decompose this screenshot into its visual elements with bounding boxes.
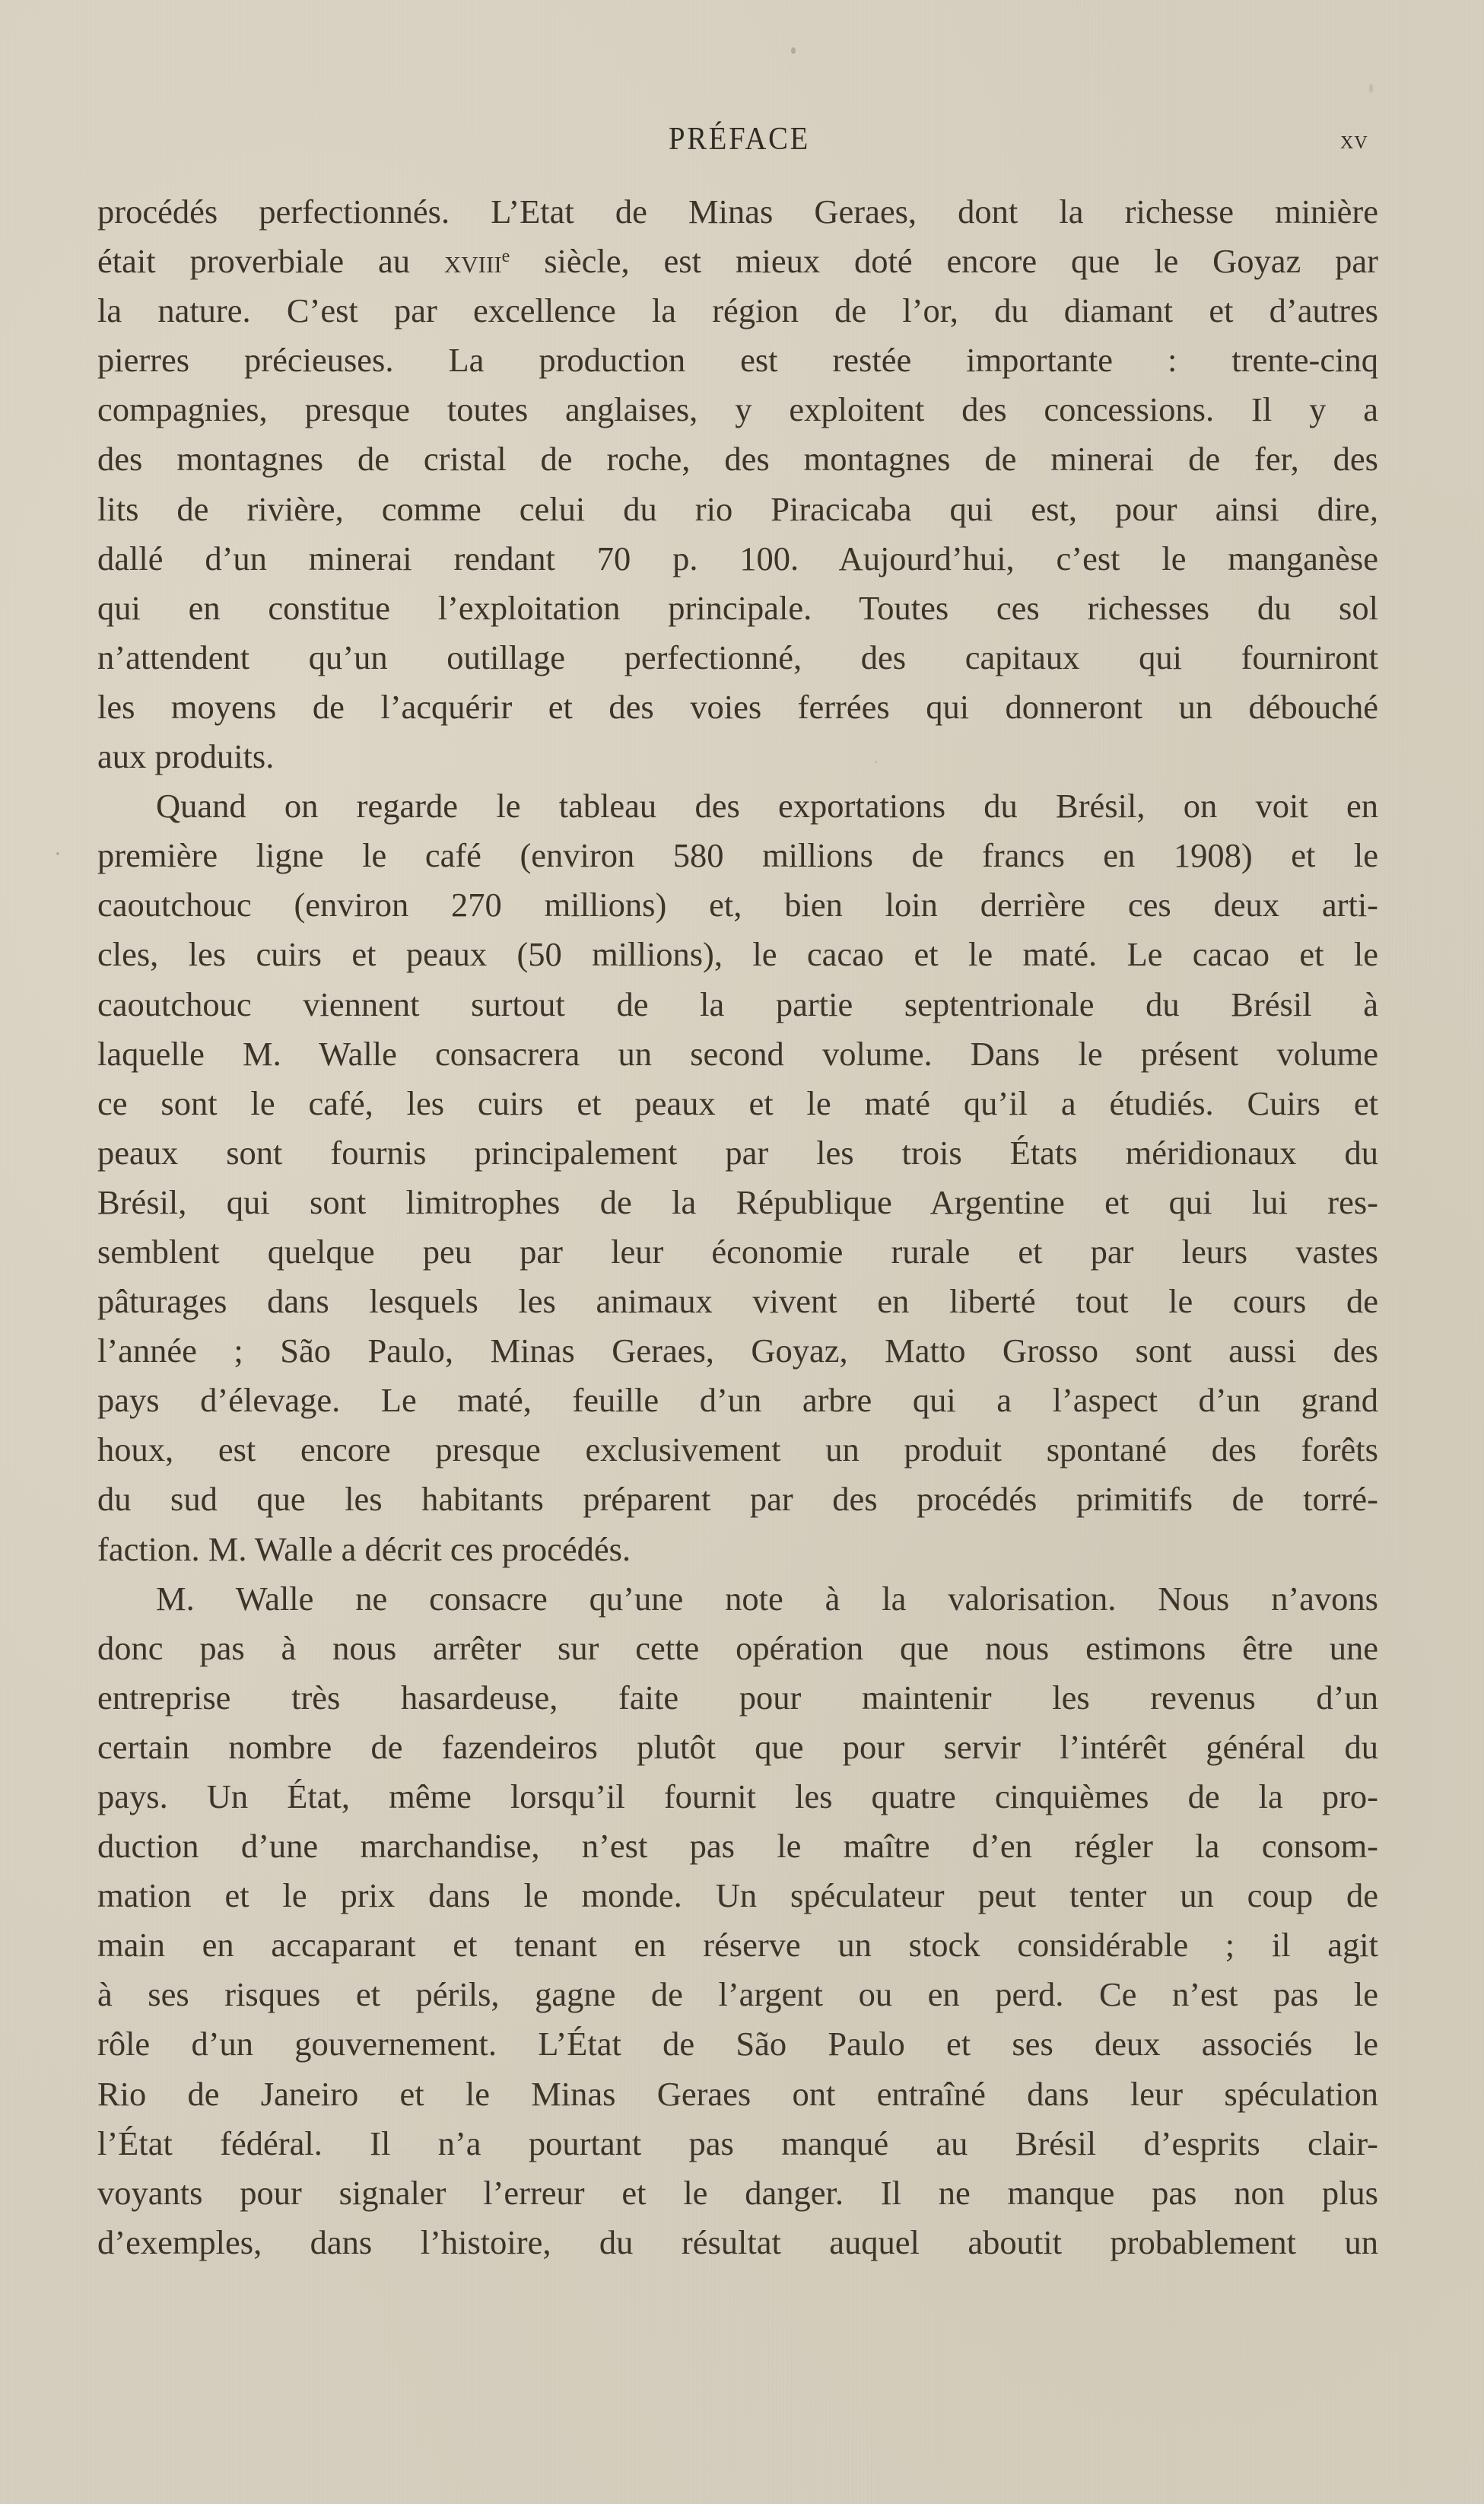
text-line: donc pas à nous arrêter sur cette opération que nous estimons être une (97, 1628, 1378, 1667)
text-line: semblent quelque peu par leur économie rurale et par leurs vastes (97, 1232, 1378, 1271)
century-numeral: xviii (443, 242, 502, 281)
text-fragment: était proverbiale au (97, 242, 444, 281)
paper-speck (56, 852, 59, 855)
text-line: procédés perfectionnés. L’Etat de Minas Geraes, dont la richesse minière (97, 192, 1378, 231)
text-line: qui en constitue l’exploitation principale. Toutes ces richesses du sol (97, 588, 1378, 627)
text-line: laquelle M. Walle consacrera un second volume. Dans le présent volume (97, 1034, 1378, 1073)
text-line: main en accaparant et tenant en réserve un stock considérable ; il agit (97, 1926, 1378, 1965)
text-line: l’État fédéral. Il n’a pourtant pas manqué au Brésil d’esprits clair- (97, 2124, 1378, 2162)
text-line: mation et le prix dans le monde. Un spéculateur peut tenter un coup de (97, 1876, 1378, 1915)
text-line: caoutchouc (environ 270 millions) et, bien loin derrière ces deux arti- (97, 886, 1378, 924)
text-line: Rio de Janeiro et le Minas Geraes ont entraîné dans leur spéculation (97, 2074, 1378, 2113)
text-line: l’année ; São Paulo, Minas Geraes, Goyaz, Matto Grosso sont aussi des (97, 1332, 1378, 1370)
text-line: pays. Un État, même lorsqu’il fournit les quatre cinquièmes de la pro- (97, 1777, 1378, 1815)
text-line (97, 237, 1378, 286)
text-line: voyants pour signaler l’erreur et le danger. Il ne manque pas non plus (97, 2173, 1378, 2212)
running-head (0, 120, 1484, 158)
page-number: xv (1340, 126, 1368, 154)
text-line: Brésil, qui sont limitrophes de la République Argentine et qui lui res- (97, 1182, 1378, 1221)
text-line: compagnies, presque toutes anglaises, y exploitent des concessions. Il y a (97, 390, 1378, 429)
paragraph-start-line: M. Walle ne consacre qu’une note à la valorisation. Nous n’avons (156, 1579, 1378, 1618)
text-line: la nature. C’est par excellence la région de l’or, du diamant et d’autres (97, 291, 1378, 330)
text-line: d’exemples, dans l’histoire, du résultat auquel aboutit probablement un (97, 2222, 1378, 2261)
text-line: première ligne le café (environ 580 millions de francs en 1908) et le (97, 836, 1378, 875)
paper-speck (791, 47, 796, 54)
text-line: à ses risques et périls, gagne de l’argent ou en perd. Ce n’est pas le (97, 1975, 1378, 2014)
ordinal-superscript: e (501, 247, 510, 267)
paragraph-start-line: Quand on regarde le tableau des exportations du Brésil, on voit en (156, 787, 1378, 826)
text-line: du sud que les habitants préparent par des procédés primitifs de torré- (97, 1480, 1378, 1519)
paper-speck (875, 761, 877, 763)
text-line: duction d’une marchandise, n’est pas le maître d’en régler la consom- (97, 1827, 1378, 1866)
text-line: pierres précieuses. La production est restée importante : trente-cinq (97, 341, 1378, 380)
paragraph-end-line: faction. M. Walle a décrit ces procédés. (97, 1529, 631, 1568)
text-line: houx, est encore presque exclusivement un produit spontané des forêts (97, 1430, 1378, 1469)
text-fragment: siècle, est mieux doté encore que le Goyaz par (510, 242, 1378, 281)
paragraph-end-line: aux produits. (97, 737, 275, 776)
text-line: peaux sont fournis principalement par les trois États méridionaux du (97, 1133, 1378, 1172)
text-line: caoutchouc viennent surtout de la partie septentrionale du Brésil à (97, 985, 1378, 1023)
running-title: PRÉFACE (668, 122, 811, 157)
text-line: dallé d’un minerai rendant 70 p. 100. Aujourd’hui, c’est le manganèse (97, 539, 1378, 577)
text-line: les moyens de l’acquérir et des voies ferrées qui donneront un débouché (97, 687, 1378, 726)
text-line: certain nombre de fazendeiros plutôt que pour servir l’intérêt général du (97, 1727, 1378, 1766)
body-text (97, 187, 1378, 2267)
text-line: lits de rivière, comme celui du rio Piracicaba qui est, pour ainsi dire, (97, 489, 1378, 528)
text-line: entreprise très hasardeuse, faite pour maintenir les revenus d’un (97, 1678, 1378, 1717)
paper-speck (1369, 84, 1373, 93)
text-line: cles, les cuirs et peaux (50 millions), le cacao et le maté. Le cacao et le (97, 935, 1378, 974)
text-line: pays d’élevage. Le maté, feuille d’un arbre qui a l’aspect d’un grand (97, 1381, 1378, 1420)
text-line: des montagnes de cristal de roche, des montagnes de minerai de fer, des (97, 440, 1378, 479)
text-line: n’attendent qu’un outillage perfectionné, des capitaux qui fourniront (97, 638, 1378, 676)
text-line: pâturages dans lesquels les animaux vivent en liberté tout le cours de (97, 1282, 1378, 1321)
text-line: rôle d’un gouvernement. L’État de São Paulo et ses deux associés le (97, 2025, 1378, 2063)
text-line: ce sont le café, les cuirs et peaux et le maté qu’il a étudiés. Cuirs et (97, 1083, 1378, 1122)
